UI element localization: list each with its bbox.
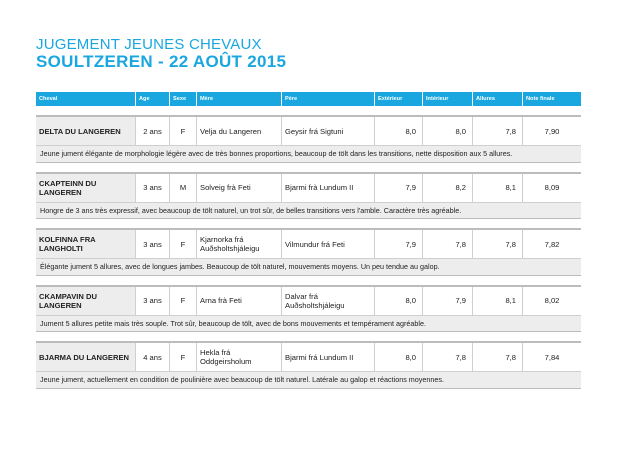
score-allures: 8,1	[473, 174, 523, 202]
score-interieur: 8,2	[423, 174, 473, 202]
score-note-finale: 7,82	[544, 239, 560, 249]
horse-entry	[36, 172, 581, 220]
col-header-exterieur: Extérieur	[375, 92, 423, 106]
score-interieur: 7,8	[423, 230, 473, 258]
horse-age: 3 ans	[136, 287, 170, 315]
score-interieur: 8,0	[423, 117, 473, 145]
horse-sexe: M	[170, 174, 197, 202]
col-header-age: Age	[136, 92, 170, 106]
score-exterieur: 7,9	[375, 230, 423, 258]
score-allures: 7,8	[473, 230, 523, 258]
col-header-interieur: Intérieur	[423, 92, 473, 106]
horse-entry	[36, 285, 581, 333]
horse-mere: Kjarnorka frá Auðsholtshjáleigu	[197, 230, 282, 258]
horse-name: DELTA DU LANGEREN	[36, 117, 136, 145]
col-header-allures: Allures	[473, 92, 523, 106]
score-note-finale: 7,90	[544, 126, 560, 136]
horse-pere: Bjarmi frá Lundum II	[282, 343, 375, 371]
col-header-cheval: Cheval	[36, 92, 136, 106]
score-interieur: 7,9	[423, 287, 473, 315]
horse-comment: Jument 5 allures petite mais très souple. Trot sûr, beaucoup de tölt, avec de bons mouvements et tempérament agréable.	[36, 315, 581, 333]
horse-mere: Hekla frá Oddgeirsholum	[197, 343, 282, 371]
horse-age: 2 ans	[136, 117, 170, 145]
horse-name: CKAMPAVIN DU LANGEREN	[36, 287, 136, 315]
page-title: JUGEMENT JEUNES CHEVAUX	[36, 36, 262, 53]
horse-pere: Vilmundur frá Feti	[282, 230, 375, 258]
table-row	[36, 230, 581, 258]
horse-comment: Jeune jument, actuellement en condition de poulinière avec beaucoup de tölt naturel. Latérale au galop et réactions moyennes.	[36, 371, 581, 389]
score-exterieur: 8,0	[375, 287, 423, 315]
horse-comment: Élégante jument 5 allures, avec de longues jambes. Beaucoup de tölt naturel, mouvements moyens. Un peu tendue au galop.	[36, 258, 581, 276]
page-subtitle: SOULTZEREN - 22 AOÛT 2015	[36, 52, 287, 71]
score-exterieur: 8,0	[375, 117, 423, 145]
score-note-finale: 7,84	[544, 352, 560, 362]
col-header-note-finale: Note finale	[526, 96, 555, 102]
horse-mere: Velja du Langeren	[197, 117, 282, 145]
score-allures: 7,8	[473, 343, 523, 371]
score-note-finale: 8,02	[544, 296, 560, 305]
horse-entry	[36, 115, 581, 163]
table-row	[36, 117, 581, 145]
horse-sexe: F	[170, 343, 197, 371]
horse-entry	[36, 341, 581, 389]
horse-name: KOLFINNA FRA LANGHOLTI	[36, 230, 136, 258]
horse-pere: Geysir frá Sigtuni	[282, 117, 375, 145]
horse-age: 3 ans	[136, 230, 170, 258]
horse-age: 4 ans	[136, 343, 170, 371]
horse-name: BJARMA DU LANGEREN	[36, 343, 136, 371]
table-row	[36, 287, 581, 315]
col-header-mere: Mère	[197, 92, 282, 106]
horse-pere: Dalvar frá Auðsholtshjáleigu	[282, 287, 375, 315]
table-row	[36, 343, 581, 371]
score-exterieur: 7,9	[375, 174, 423, 202]
horse-sexe: F	[170, 287, 197, 315]
horse-comment: Hongre de 3 ans très expressif, avec beaucoup de tölt naturel, un trot sûr, de belles transitions vers l'amble. Caractère très agréable.	[36, 202, 581, 220]
score-interieur: 7,8	[423, 343, 473, 371]
horse-sexe: F	[170, 117, 197, 145]
horse-age: 3 ans	[136, 174, 170, 202]
col-header-pere: Père	[282, 92, 375, 106]
table-row	[36, 174, 581, 202]
score-allures: 7,8	[473, 117, 523, 145]
horse-sexe: F	[170, 230, 197, 258]
col-header-sexe: Sexe	[170, 92, 197, 106]
table-header	[36, 92, 581, 106]
results-table	[36, 92, 581, 389]
horse-entry	[36, 228, 581, 276]
score-allures: 8,1	[473, 287, 523, 315]
score-exterieur: 8,0	[375, 343, 423, 371]
score-note-finale: 8,09	[544, 183, 560, 192]
horse-comment: Jeune jument élégante de morphologie légère avec de très bonnes proportions, beaucoup de tölt dans les transitions, nette disposition aux 5 allures.	[36, 145, 581, 163]
horse-mere: Arna frà Feti	[197, 287, 282, 315]
horse-mere: Solveig frà Feti	[197, 174, 282, 202]
horse-pere: Bjarmi frà Lundum II	[282, 174, 375, 202]
horse-name: CKAPTEINN DU LANGEREN	[36, 174, 136, 202]
